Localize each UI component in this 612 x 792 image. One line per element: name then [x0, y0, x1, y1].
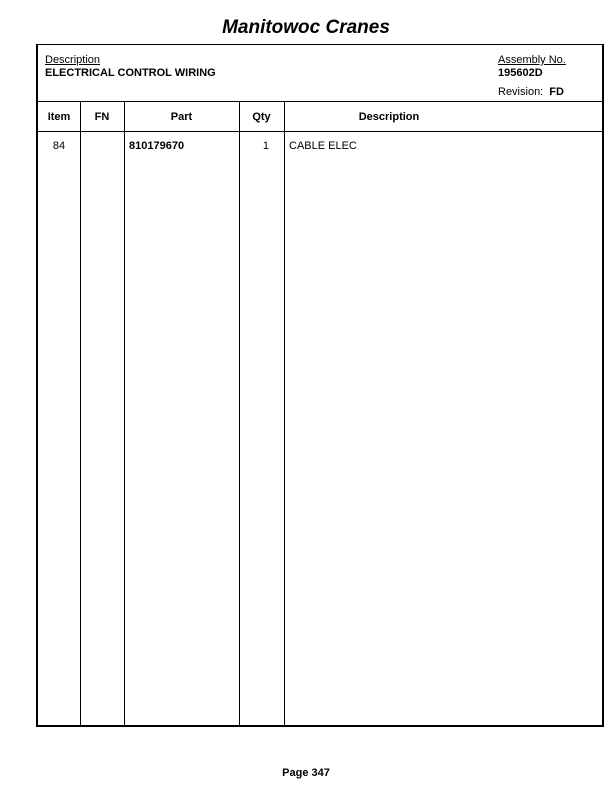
cell-part: 810179670	[129, 140, 185, 152]
description-value: ELECTRICAL CONTROL WIRING	[45, 67, 216, 79]
column-divider	[284, 102, 285, 725]
page-title: Manitowoc Cranes	[222, 17, 390, 38]
revision-value: FD	[549, 86, 564, 98]
column-header-item: Item	[47, 111, 71, 123]
assembly-header	[38, 45, 602, 102]
column-header-row	[38, 102, 602, 132]
column-header-fn: FN	[94, 111, 110, 123]
cell-item: 84	[52, 140, 66, 152]
parts-table	[36, 44, 604, 727]
page-number: Page 347	[282, 767, 330, 779]
column-header-description: Description	[358, 111, 420, 123]
column-divider	[124, 102, 125, 725]
column-header-qty: Qty	[252, 111, 271, 123]
cell-qty: 1	[262, 140, 269, 152]
description-label: Description	[45, 54, 101, 66]
revision-label: Revision:	[498, 86, 544, 98]
column-header-part: Part	[170, 111, 193, 123]
column-divider	[239, 102, 240, 725]
revision	[498, 82, 564, 100]
column-divider	[80, 102, 81, 725]
cell-description: CABLE ELEC	[289, 140, 357, 152]
assembly-label: Assembly No.	[498, 54, 566, 66]
assembly-value: 195602D	[498, 67, 543, 79]
